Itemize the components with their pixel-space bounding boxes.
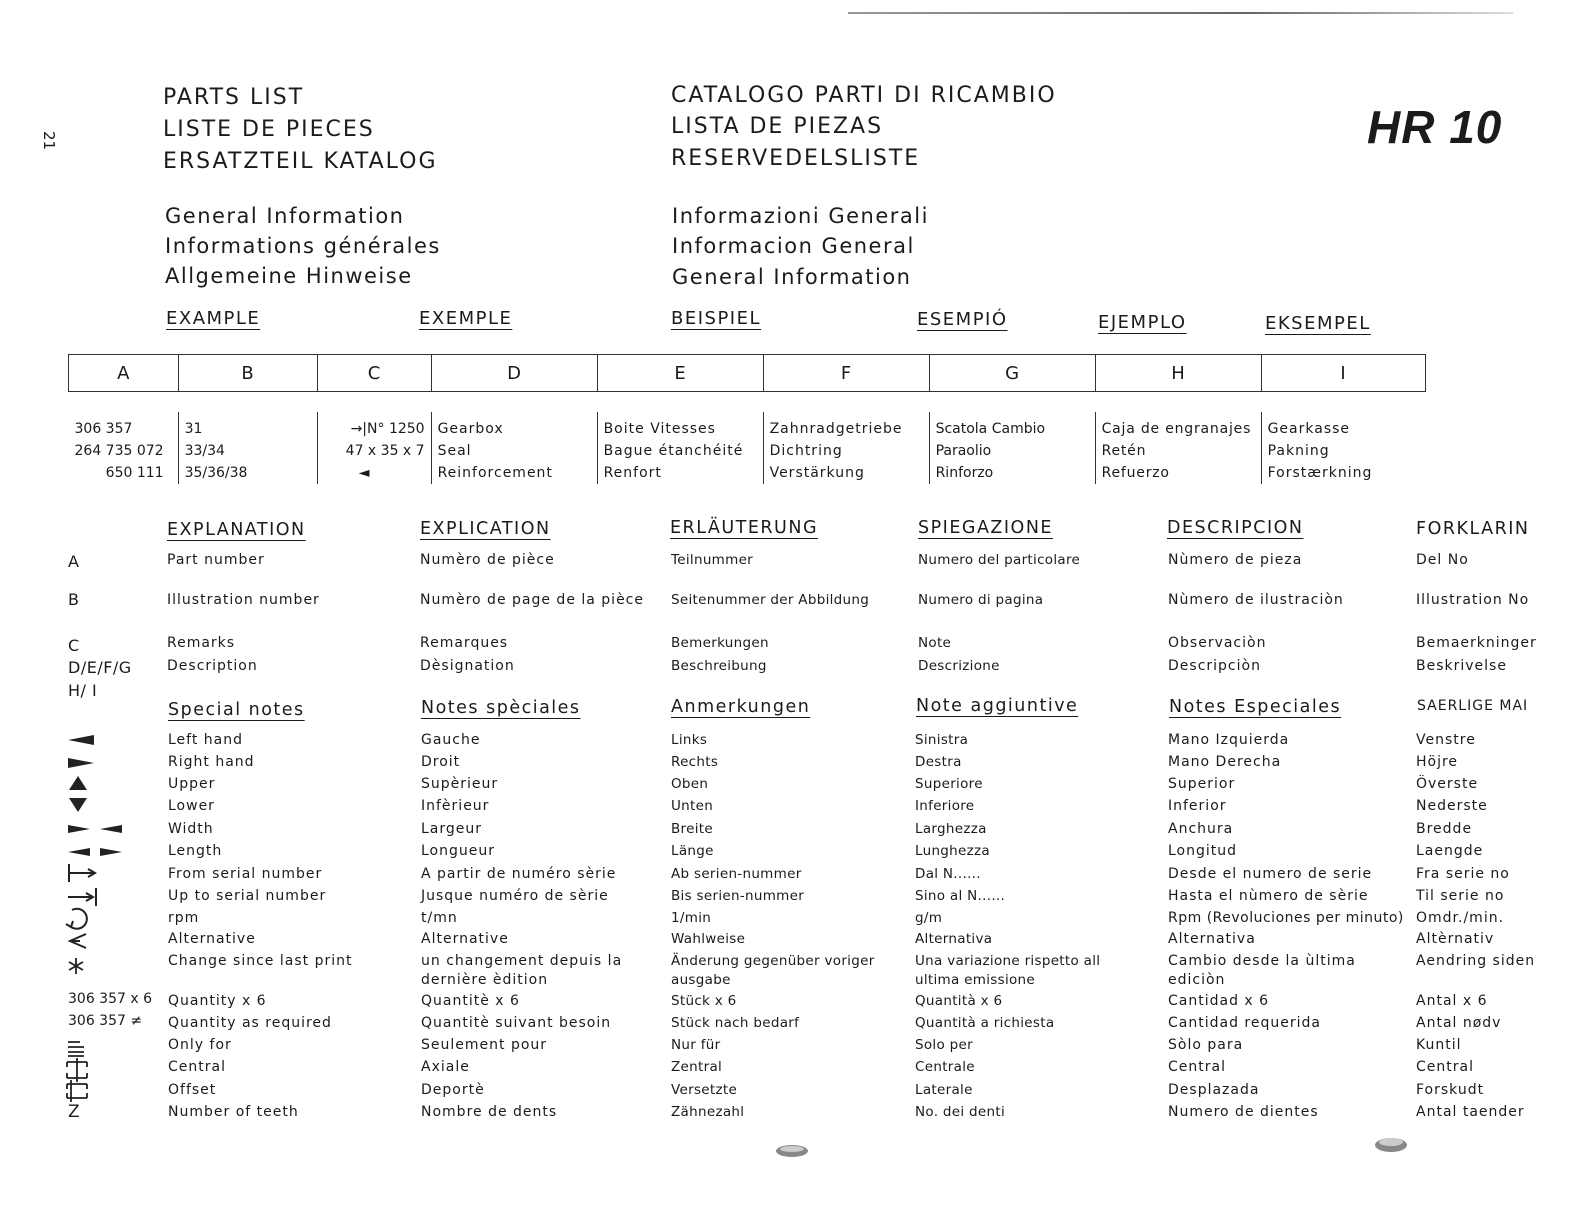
special-note-cell: Larghezza xyxy=(915,821,987,837)
explanation-header-es: DESCRIPCION xyxy=(1167,518,1304,538)
special-note-cell: Quantity as required xyxy=(168,1015,332,1031)
table-cell: Renfort xyxy=(603,465,662,481)
explanation-cell: Beschreibung xyxy=(671,658,767,674)
explanation-cell: Remarques xyxy=(420,635,509,651)
special-note-cell: Longueur xyxy=(421,843,495,859)
special-note-cell: Central xyxy=(1168,1059,1226,1075)
explanation-cell: Beskrivelse xyxy=(1416,658,1507,674)
special-note-cell: Stück nach bedarf xyxy=(671,1015,800,1031)
special-note-cell: Laengde xyxy=(1416,843,1484,859)
special-header-en: Special notes xyxy=(168,700,305,720)
special-note-cell: Altèrnativ xyxy=(1416,931,1495,947)
special-note-cell: Ab serien-nummer xyxy=(671,866,802,882)
special-note-cell: g/m xyxy=(915,910,943,926)
special-note-cell: Oben xyxy=(671,776,709,792)
special-note-cell: Wahlweise xyxy=(671,931,746,947)
special-note-cell: No. dei denti xyxy=(915,1104,1005,1120)
special-note-cell: Deportè xyxy=(421,1082,485,1098)
example-table-body xyxy=(69,412,1426,484)
special-note-cell: Aendring siden xyxy=(1416,953,1536,969)
col-header-g: G xyxy=(929,355,1095,392)
special-note-cell: Central xyxy=(1416,1059,1474,1075)
col-header-h: H xyxy=(1095,355,1261,392)
upper-icon xyxy=(68,775,88,791)
special-note-cell: Desde el numero de serie xyxy=(1168,866,1373,882)
explanation-cell: Del No xyxy=(1416,552,1469,568)
example-header-fr: EXEMPLE xyxy=(419,308,513,329)
table-cell: Boite Vitesses xyxy=(603,421,716,437)
title-ersatzteil-katalog: ERSATZTEIL KATALOG xyxy=(163,149,438,174)
table-cell: 31 xyxy=(184,421,203,437)
table-cell: Dichtring xyxy=(769,443,843,459)
special-note-cell: Inferior xyxy=(1168,798,1227,814)
hole-punch-icon xyxy=(1373,1133,1409,1155)
table-cell: Gearkasse xyxy=(1267,421,1351,437)
special-note-cell: Desplazada xyxy=(1168,1082,1260,1098)
special-header-fr: Notes spèciales xyxy=(421,698,581,718)
width-icon xyxy=(66,823,124,835)
table-cell: 306 357 xyxy=(74,421,133,437)
special-note-cell: Centrale xyxy=(915,1059,975,1075)
table-cell: 650 111 xyxy=(105,465,164,481)
explanation-cell: Bemerkungen xyxy=(671,635,769,651)
table-cell: 47 x 35 x 7 xyxy=(345,443,425,459)
example-header-it: ESEMPIÓ xyxy=(917,309,1008,330)
special-note-cell: Överste xyxy=(1416,776,1479,792)
special-note-cell: Supèrieur xyxy=(421,776,499,792)
general-info-dk: General Information xyxy=(672,265,912,289)
special-note-cell: Laterale xyxy=(915,1082,973,1098)
quantity-symbol: 306 357 x 6 xyxy=(68,991,152,1007)
table-cell: Rinforzo xyxy=(935,465,994,481)
explanation-key: D/E/F/G xyxy=(68,658,132,677)
right-hand-icon xyxy=(66,756,96,770)
special-note-cell: Longitud xyxy=(1168,843,1238,859)
example-col-a xyxy=(69,412,179,484)
explanation-cell: Numero del particolare xyxy=(918,552,1081,568)
special-note-cell: Offset xyxy=(168,1082,217,1098)
example-col-b xyxy=(178,412,317,484)
example-col-d xyxy=(431,412,597,484)
title-lista-de-piezas: LISTA DE PIEZAS xyxy=(671,114,884,139)
special-note-cell: Cambio desde la ùltima ediciòn xyxy=(1168,953,1356,988)
example-header-de: BEISPIEL xyxy=(671,308,762,329)
general-info-es: Informacion General xyxy=(672,234,915,258)
special-note-cell: Sinistra xyxy=(915,732,969,748)
lower-icon xyxy=(68,797,88,813)
special-header-it: Note aggiuntive xyxy=(916,696,1079,716)
table-cell: Retén xyxy=(1101,443,1147,459)
explanation-cell: Descrizione xyxy=(918,658,1000,674)
explanation-cell: Nùmero de pieza xyxy=(1168,552,1303,568)
special-note-cell: Left hand xyxy=(168,732,244,748)
table-cell: Forstærkning xyxy=(1267,465,1373,481)
change-icon xyxy=(66,956,86,976)
special-note-cell: 1/min xyxy=(671,910,712,926)
general-info-en: General Information xyxy=(165,204,405,228)
col-header-e: E xyxy=(597,355,763,392)
alternative-icon xyxy=(66,932,90,950)
explanation-cell: Note xyxy=(918,635,952,651)
only-for-icon xyxy=(66,1038,86,1058)
col-header-i: I xyxy=(1261,355,1425,392)
special-note-cell: Antal taender xyxy=(1416,1104,1525,1120)
special-note-cell: Sino al N...... xyxy=(915,888,1006,904)
special-note-cell: Nederste xyxy=(1416,798,1488,814)
special-note-cell: Sòlo para xyxy=(1168,1037,1244,1053)
special-header-dk: SAERLIGE MAI xyxy=(1417,698,1529,714)
example-col-f xyxy=(763,412,929,484)
special-note-cell: Mano Izquierda xyxy=(1168,732,1290,748)
explanation-key: A xyxy=(68,552,80,571)
special-note-cell: Zentral xyxy=(671,1059,723,1075)
col-header-c: C xyxy=(317,355,431,392)
special-note-cell: Kuntil xyxy=(1416,1037,1462,1053)
special-note-cell: Versetzte xyxy=(671,1082,738,1098)
title-reservedelsliste: RESERVEDELSLISTE xyxy=(671,146,921,171)
table-cell: Gearbox xyxy=(437,421,504,437)
explanation-key: B xyxy=(68,590,80,609)
special-note-cell: Rechts xyxy=(671,754,719,770)
special-note-cell: Alternative xyxy=(168,931,256,947)
page-number: 21 xyxy=(40,131,58,151)
special-note-cell: Antal nødv xyxy=(1416,1015,1502,1031)
explanation-cell: Illustration number xyxy=(167,592,320,608)
table-cell: Zahnradgetriebe xyxy=(769,421,903,437)
special-note-cell: Lunghezza xyxy=(915,843,990,859)
table-cell: 264 735 072 xyxy=(74,443,164,459)
special-note-cell: Seulement pour xyxy=(421,1037,548,1053)
example-col-g xyxy=(929,412,1095,484)
special-note-cell: Central xyxy=(168,1059,226,1075)
special-note-cell: Solo per xyxy=(915,1037,973,1053)
special-note-cell: Änderung gegenüber voriger ausgabe xyxy=(671,953,875,988)
special-note-cell: Number of teeth xyxy=(168,1104,299,1120)
quantity-symbol: 306 357 ≠ xyxy=(68,1013,143,1029)
table-cell: Refuerzo xyxy=(1101,465,1170,481)
special-note-cell: un changement depuis la dernière èdition xyxy=(421,953,623,988)
special-note-cell: Change since last print xyxy=(168,953,353,969)
special-header-es: Notes Especiales xyxy=(1169,697,1342,717)
table-cell: 35/36/38 xyxy=(184,465,248,481)
table-cell: Paraolio xyxy=(935,443,992,459)
special-note-cell: Droit xyxy=(421,754,461,770)
explanation-cell: Numèro de page de la pièce xyxy=(420,592,644,608)
special-note-cell: rpm xyxy=(168,910,200,926)
table-cell: Scatola Cambio xyxy=(935,421,1046,437)
special-note-cell: Bis serien-nummer xyxy=(671,888,805,904)
explanation-cell: Dèsignation xyxy=(420,658,515,674)
special-note-cell: Zähnezahl xyxy=(671,1104,745,1120)
example-table xyxy=(68,354,1426,484)
model-title: HR 10 xyxy=(1367,101,1503,153)
rpm-icon xyxy=(64,906,94,932)
example-col-h xyxy=(1095,412,1261,484)
explanation-cell: Bemaerkninger xyxy=(1416,635,1537,651)
up-to-serial-icon xyxy=(66,886,100,908)
special-note-cell: Quantitè suivant besoin xyxy=(421,1015,612,1031)
explanation-header-fr: EXPLICATION xyxy=(420,519,551,539)
special-note-cell: Rpm (Revoluciones per minuto) xyxy=(1168,910,1404,926)
special-note-cell: t/mn xyxy=(421,910,458,926)
explanation-key: C xyxy=(68,636,80,655)
explanation-cell: Observaciòn xyxy=(1168,635,1267,651)
special-note-cell: Alternativa xyxy=(1168,931,1256,947)
table-cell: 33/34 xyxy=(184,443,225,459)
example-col-e xyxy=(597,412,763,484)
special-note-cell: Cantidad requerida xyxy=(1168,1015,1321,1031)
explanation-cell: Descripciòn xyxy=(1168,658,1261,674)
explanation-header-de: ERLÄUTERUNG xyxy=(670,518,819,538)
col-header-d: D xyxy=(431,355,597,392)
special-note-cell: Jusque numéro de sèrie xyxy=(421,888,609,904)
col-header-a: A xyxy=(69,355,179,392)
special-note-cell: Right hand xyxy=(168,754,255,770)
special-note-cell: Anchura xyxy=(1168,821,1234,837)
special-note-cell: Hasta el nùmero de sèrie xyxy=(1168,888,1369,904)
table-cell: Reinforcement xyxy=(437,465,553,481)
special-note-cell: Cantidad x 6 xyxy=(1168,993,1270,1009)
special-note-cell: Breite xyxy=(671,821,713,837)
special-note-cell: Unten xyxy=(671,798,714,814)
special-note-cell: Til serie no xyxy=(1416,888,1505,904)
special-note-cell: Up to serial number xyxy=(168,888,327,904)
special-note-cell: Destra xyxy=(915,754,962,770)
special-note-cell: Links xyxy=(671,732,708,748)
special-note-cell: Bredde xyxy=(1416,821,1473,837)
from-serial-icon xyxy=(66,862,100,884)
special-note-cell: Largeur xyxy=(421,821,483,837)
special-note-cell: From serial number xyxy=(168,866,323,882)
table-cell: ◄ xyxy=(358,465,370,481)
special-note-cell: Forskudt xyxy=(1416,1082,1485,1098)
special-note-cell: Omdr./min. xyxy=(1416,910,1505,926)
explanation-cell: Description xyxy=(167,658,258,674)
title-catalogo: CATALOGO PARTI DI RICAMBIO xyxy=(671,83,1057,108)
example-header-es: EJEMPLO xyxy=(1098,312,1187,333)
example-col-c xyxy=(317,412,431,484)
explanation-cell: Nùmero de ilustraciòn xyxy=(1168,592,1344,608)
special-header-de: Anmerkungen xyxy=(671,697,811,717)
special-note-cell: Dal N...... xyxy=(915,866,981,882)
special-note-cell: Numero de dientes xyxy=(1168,1104,1319,1120)
special-note-cell: Venstre xyxy=(1416,732,1476,748)
table-cell: Seal xyxy=(437,443,472,459)
special-note-cell: Fra serie no xyxy=(1416,866,1510,882)
scan-top-edge-line xyxy=(848,12,1513,14)
explanation-cell: Numero di pagina xyxy=(918,592,1044,608)
table-cell: Bague étanchéité xyxy=(603,443,744,459)
title-liste-de-pieces: LISTE DE PIECES xyxy=(163,117,375,142)
special-note-cell: A partir de numéro sèrie xyxy=(421,866,617,882)
special-note-cell: Axiale xyxy=(421,1059,470,1075)
special-note-cell: Superior xyxy=(1168,776,1236,792)
length-icon xyxy=(66,846,124,858)
special-note-cell: Quantitè x 6 xyxy=(421,993,520,1009)
example-col-i xyxy=(1261,412,1425,484)
offset-icon xyxy=(64,1078,90,1104)
explanation-cell: Part number xyxy=(167,552,265,568)
special-note-cell: Alternative xyxy=(421,931,509,947)
explanation-cell: Teilnummer xyxy=(671,552,754,568)
table-cell: Verstärkung xyxy=(769,465,865,481)
special-note-cell: Superiore xyxy=(915,776,983,792)
special-note-cell: Antal x 6 xyxy=(1416,993,1488,1009)
special-note-cell: Lower xyxy=(168,798,215,814)
explanation-header-dk: FORKLARIN xyxy=(1416,519,1530,539)
quantity-symbol: Z xyxy=(68,1102,80,1122)
explanation-cell: Seitenummer der Abbildung xyxy=(671,592,870,608)
table-cell: Caja de engranajes xyxy=(1101,421,1252,437)
explanation-key: H/ I xyxy=(68,681,98,700)
table-cell: →|N° 1250 xyxy=(350,421,425,437)
special-note-cell: Width xyxy=(168,821,214,837)
special-note-cell: Mano Derecha xyxy=(1168,754,1282,770)
special-note-cell: Stück x 6 xyxy=(671,993,737,1009)
title-parts-list: PARTS LIST xyxy=(163,85,305,110)
special-note-cell: Quantity x 6 xyxy=(168,993,267,1009)
general-info-it: Informazioni Generali xyxy=(672,204,929,228)
col-header-b: B xyxy=(178,355,317,392)
special-note-cell: Quantità x 6 xyxy=(915,993,1003,1009)
special-note-cell: Only for xyxy=(168,1037,232,1053)
special-note-cell: Nur für xyxy=(671,1037,721,1053)
special-note-cell: Una variazione rispetto all ultima emissione xyxy=(915,953,1101,988)
general-info-de: Allgemeine Hinweise xyxy=(165,264,413,288)
example-header-dk: EKSEMPEL xyxy=(1265,313,1371,334)
special-note-cell: Gauche xyxy=(421,732,481,748)
special-note-cell: Alternativa xyxy=(915,931,993,947)
table-cell: Pakning xyxy=(1267,443,1330,459)
special-note-cell: Length xyxy=(168,843,223,859)
example-table-header-row xyxy=(69,355,1426,392)
special-note-cell: Inferiore xyxy=(915,798,975,814)
explanation-cell: Remarks xyxy=(167,635,236,651)
hole-punch-icon xyxy=(774,1143,810,1159)
explanation-cell: Numèro de pièce xyxy=(420,552,555,568)
special-note-cell: Upper xyxy=(168,776,216,792)
special-note-cell: Höjre xyxy=(1416,754,1459,770)
special-note-cell: Länge xyxy=(671,843,714,859)
general-info-fr: Informations générales xyxy=(165,234,441,258)
explanation-cell: Illustration No xyxy=(1416,592,1530,608)
explanation-header-it: SPIEGAZIONE xyxy=(918,518,1053,538)
left-hand-icon xyxy=(66,733,96,747)
example-header-en: EXAMPLE xyxy=(166,308,261,329)
special-note-cell: Quantità a richiesta xyxy=(915,1015,1055,1031)
special-note-cell: Infèrieur xyxy=(421,798,490,814)
special-note-cell: Nombre de dents xyxy=(421,1104,558,1120)
col-header-f: F xyxy=(763,355,929,392)
explanation-header-en: EXPLANATION xyxy=(167,520,306,540)
